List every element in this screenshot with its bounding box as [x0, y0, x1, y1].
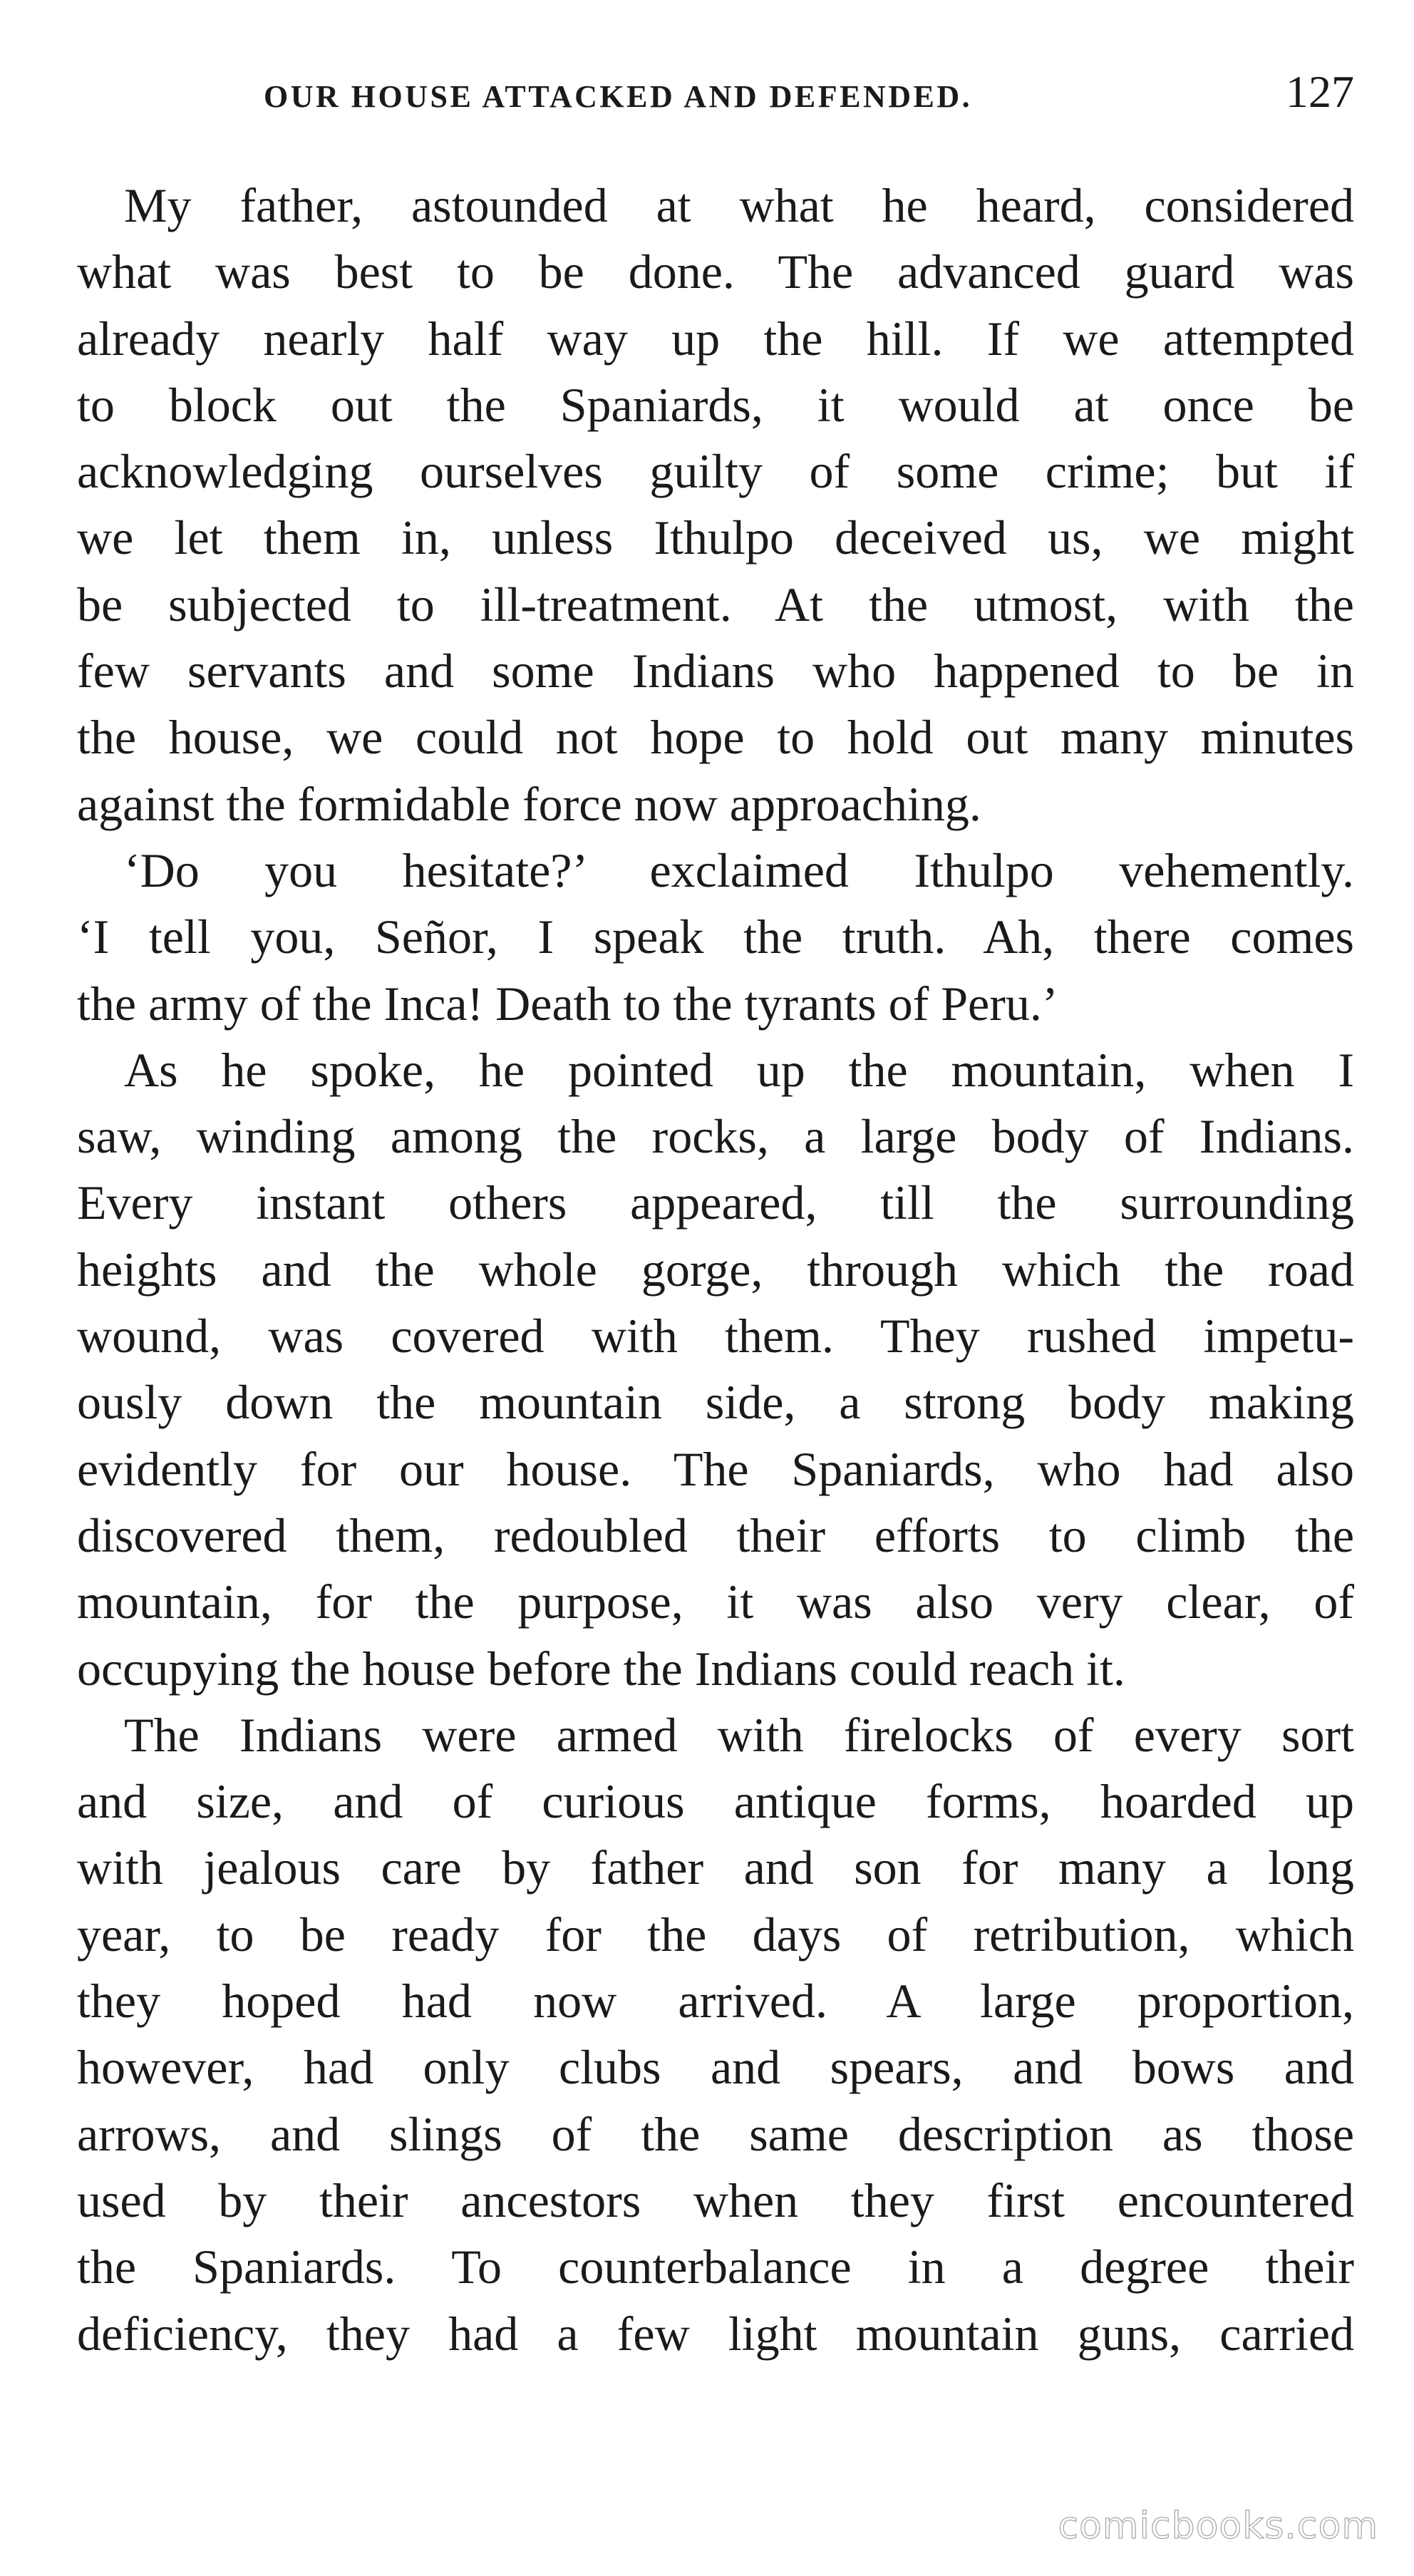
text-line: be subjected to ill-treatment. At the utmost, with the [77, 577, 1354, 632]
running-title: OUR HOUSE ATTACKED AND DEFENDED. [264, 79, 973, 114]
text-line: My father, astounded at what he heard, considered [124, 178, 1354, 232]
body-text [77, 172, 1354, 2367]
text-line: with jealous care by father and son for many a long [77, 1840, 1354, 1895]
text-line: we let them in, unless Ithulpo deceived us, we might [77, 510, 1354, 565]
text-line: The Indians were armed with firelocks of every sort [124, 1707, 1354, 1762]
text-line: ‘I tell you, Señor, I speak the truth. Ah, there comes [77, 910, 1354, 964]
text-line: against the formidable force now approaching. [77, 776, 981, 831]
text-line: the Spaniards. To counterbalance in a degree their [77, 2240, 1354, 2294]
text-line: As he spoke, he pointed up the mountain, when I [124, 1042, 1354, 1097]
text-line: wound, was covered with them. They rushed impetu- [77, 1309, 1354, 1364]
watermark: comicbooks.com [1058, 2505, 1378, 2547]
text-line: deficiency, they had a few light mountain guns, carried [77, 2306, 1354, 2361]
text-line: ‘Do you hesitate?’ exclaimed Ithulpo vehemently. [124, 843, 1354, 897]
text-line: the army of the Inca! Death to the tyrants of Peru.’ [77, 976, 1058, 1031]
text-line: Every instant others appeared, till the surrounding [77, 1175, 1354, 1230]
text-line: evidently for our house. The Spaniards, who had also [77, 1441, 1354, 1496]
text-line: the house, we could not hope to hold out many minutes [77, 710, 1354, 765]
text-line: acknowledging ourselves guilty of some crime; but if [77, 444, 1354, 499]
text-line: they hoped had now arrived. A large proportion, [77, 1974, 1354, 2029]
text-line: heights and the whole gorge, through which the road [77, 1242, 1354, 1297]
text-line: arrows, and slings of the same description as those [77, 2106, 1354, 2161]
text-line: what was best to be done. The advanced guard was [77, 244, 1354, 299]
text-line: used by their ancestors when they first encountered [77, 2173, 1354, 2227]
text-line: occupying the house before the Indians could reach it. [77, 1641, 1125, 1696]
text-line: mountain, for the purpose, it was also very clear, of [77, 1575, 1354, 1629]
text-line: few servants and some Indians who happened to be in [77, 644, 1354, 699]
running-head [264, 66, 1354, 123]
text-line: ously down the mountain side, a strong body making [77, 1375, 1354, 1430]
text-line: however, had only clubs and spears, and bows and [77, 2040, 1354, 2095]
text-line: discovered them, redoubled their efforts to climb the [77, 1508, 1354, 1562]
text-line: saw, winding among the rocks, a large body of Indians. [77, 1109, 1354, 1164]
text-line: and size, and of curious antique forms, hoarded up [77, 1774, 1354, 1829]
text-line: to block out the Spaniards, it would at once be [77, 377, 1354, 432]
page-number: 127 [1286, 66, 1354, 117]
text-line: already nearly half way up the hill. If we attempted [77, 311, 1354, 366]
text-line: year, to be ready for the days of retribution, which [77, 1907, 1354, 1962]
